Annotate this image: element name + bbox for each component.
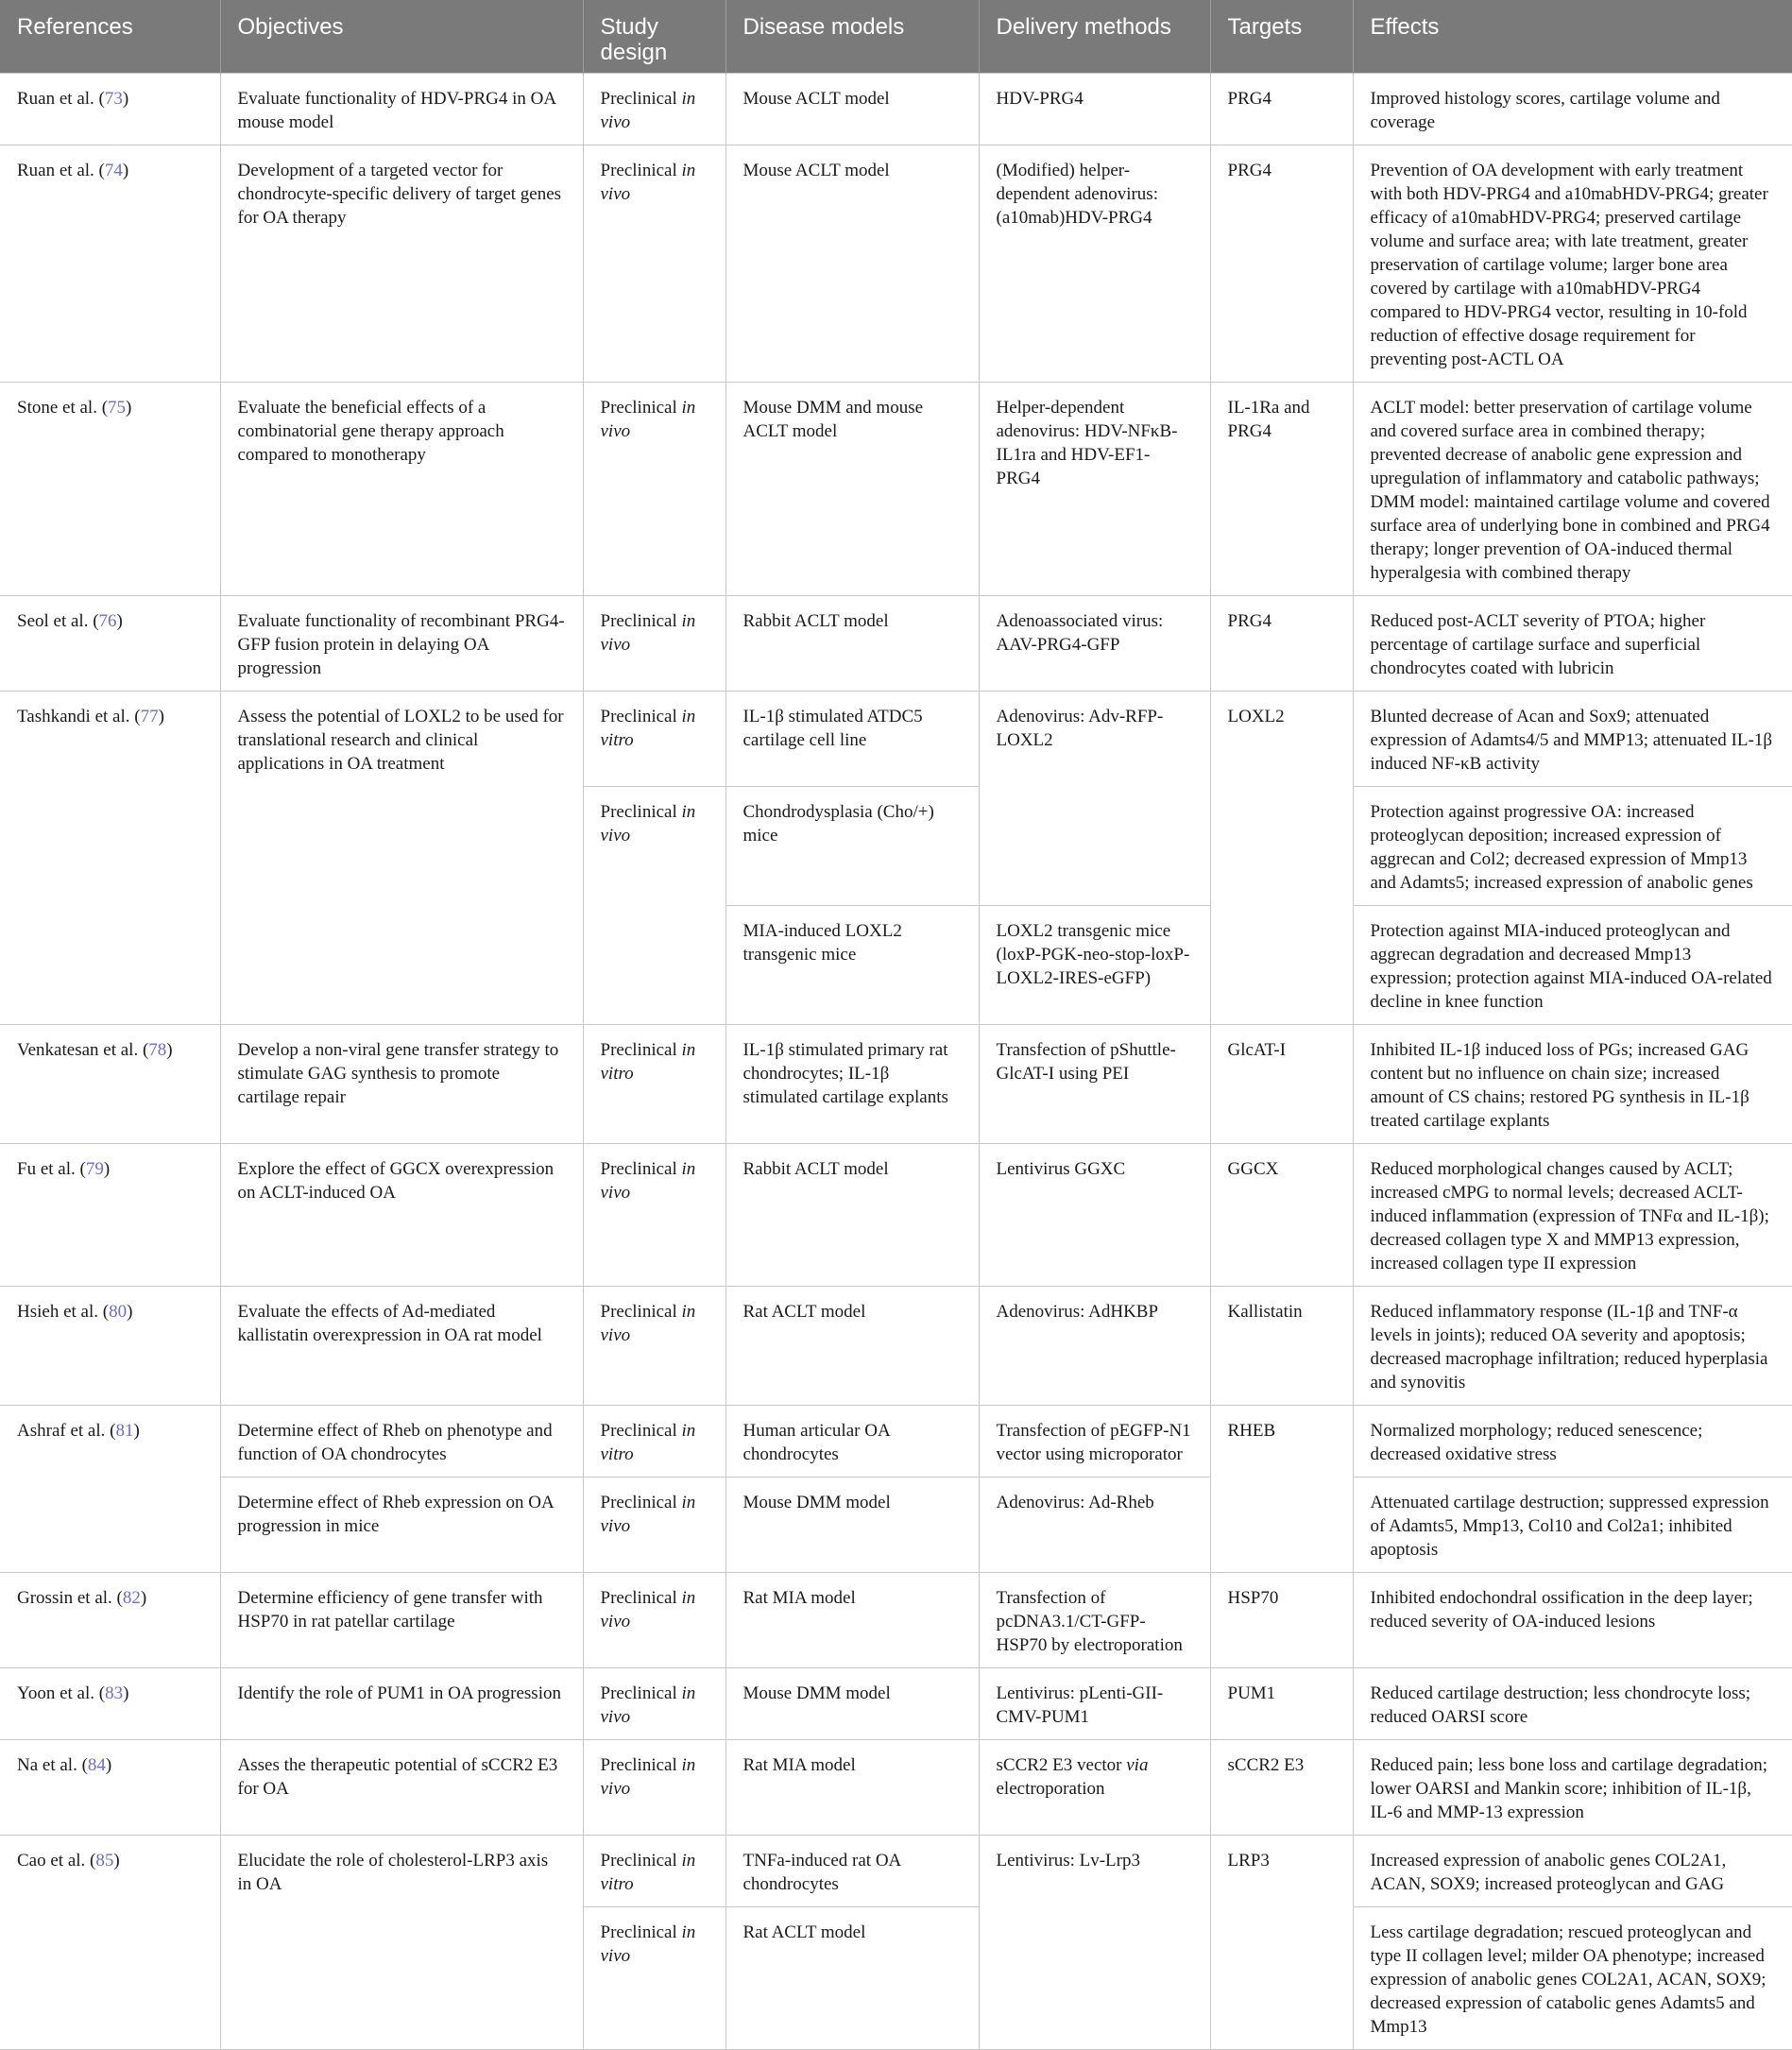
disease-model-cell: TNFa-induced rat OA chondrocytes [725,1836,979,1907]
study-design-cell: Preclinical in vivo [583,1478,725,1573]
disease-model-cell: Rabbit ACLT model [725,596,979,692]
reference-link[interactable]: 84 [87,1755,106,1775]
reference-link[interactable]: 73 [104,89,123,109]
effect-cell: Reduced cartilage destruction; less chondrocyte loss; reduced OARSI score [1353,1668,1792,1740]
header-row [0,0,1792,74]
effect-cell: Reduced post-ACLT severity of PTOA; higher percentage of cartilage surface and superficial chondrocytes coated with lubricin [1353,596,1792,692]
study-design-cell: Preclinical in vitro [583,1406,725,1478]
objective-cell: Evaluate the effects of Ad-mediated kallistatin overexpression in OA rat model [220,1287,583,1406]
target-cell: sCCR2 E3 [1210,1740,1353,1836]
study-design-cell: Preclinical in vivo [583,1740,725,1836]
disease-model-cell: Rat MIA model [725,1740,979,1836]
objective-cell: Evaluate functionality of recombinant PRG4-GFP fusion protein in delaying OA progression [220,596,583,692]
reference-cell: Stone et al. (75) [0,383,220,596]
effect-cell: Increased expression of anabolic genes COL2A1, ACAN, SOX9; increased proteoglycan and GAG [1353,1836,1792,1907]
effect-cell: Reduced morphological changes caused by ACLT; increased cMPG to normal levels; decreased ACLT-induced inflammation (expression of TNFα and IL-1β); decreased collagen type X and MMP13 expression, increased collagen type II expression [1353,1144,1792,1287]
delivery-method-cell: Adenovirus: Ad-Rheb [979,1478,1210,1573]
target-cell: GlcAT-I [1210,1025,1353,1144]
table-row [0,1025,1792,1144]
target-cell: PRG4 [1210,74,1353,145]
effect-cell: ACLT model: better preservation of cartilage volume and covered surface area in combined therapy; prevented decrease of anabolic gene expression and upregulation of inflammatory and catabolic pathways; DMM model: maintained cartilage volume and covered surface area of underlying bone in combined and PRG4 therapy; longer prevention of OA-induced thermal hyperalgesia with combined therapy [1353,383,1792,596]
objective-cell: Develop a non-viral gene transfer strategy to stimulate GAG synthesis to promote cartilage repair [220,1025,583,1144]
disease-model-cell: Chondrodysplasia (Cho/+) mice [725,787,979,906]
disease-model-cell: Rabbit ACLT model [725,1144,979,1287]
effect-cell: Protection against progressive OA: increased proteoglycan deposition; increased expression of aggrecan and Col2; decreased expression of Mmp13 and Adamts5; increased expression of anabolic genes [1353,787,1792,906]
header-objectives: Objectives [220,0,583,74]
reference-link[interactable]: 80 [109,1302,128,1322]
target-cell: Kallistatin [1210,1287,1353,1406]
effect-cell: Inhibited IL-1β induced loss of PGs; increased GAG content but no influence on chain size; increased amount of CS chains; restored PG synthesis in IL-1β treated cartilage explants [1353,1025,1792,1144]
disease-model-cell: Mouse DMM model [725,1668,979,1740]
reference-cell: Tashkandi et al. (77) [0,692,220,1025]
delivery-method-cell: sCCR2 E3 vector via electroporation [979,1740,1210,1836]
reference-link[interactable]: 78 [148,1040,167,1060]
reference-link[interactable]: 81 [115,1421,134,1441]
target-cell: LOXL2 [1210,692,1353,1025]
header-delivery-methods: Delivery methods [979,0,1210,74]
effect-cell: Reduced pain; less bone loss and cartilage degradation; lower OARSI and Mankin score; inhibition of IL-1β, IL-6 and MMP-13 expression [1353,1740,1792,1836]
reference-link[interactable]: 85 [95,1851,114,1871]
reference-link[interactable]: 74 [104,161,123,180]
objective-cell: Determine efficiency of gene transfer with HSP70 in rat patellar cartilage [220,1573,583,1668]
target-cell: PRG4 [1210,145,1353,383]
disease-model-cell: Mouse ACLT model [725,145,979,383]
header-references: References [0,0,220,74]
delivery-method-cell: HDV-PRG4 [979,74,1210,145]
delivery-method-cell: Adenovirus: Adv-RFP-LOXL2 [979,692,1210,906]
effect-cell: Protection against MIA-induced proteoglycan and aggrecan degradation and decreased Mmp13 expression; protection against MIA-induced OA-related decline in knee function [1353,906,1792,1025]
header-targets: Targets [1210,0,1353,74]
study-design-cell: Preclinical in vitro [583,1836,725,1907]
reference-cell: Grossin et al. (82) [0,1573,220,1668]
disease-model-cell: Rat MIA model [725,1573,979,1668]
effect-cell: Reduced inflammatory response (IL-1β and TNF-α levels in joints); reduced OA severity and apoptosis; decreased macrophage infiltration; reduced hyperplasia and synovitis [1353,1287,1792,1406]
delivery-method-cell: (Modified) helper-dependent adenovirus: (a10mab)HDV-PRG4 [979,145,1210,383]
reference-link[interactable]: 82 [122,1588,141,1608]
study-design-cell: Preclinical in vivo [583,1144,725,1287]
target-cell: GGCX [1210,1144,1353,1287]
target-cell: PUM1 [1210,1668,1353,1740]
header-study-design: Study design [583,0,725,74]
study-design-cell: Preclinical in vivo [583,1907,725,2050]
study-design-cell: Preclinical in vivo [583,1287,725,1406]
reference-cell: Yoon et al. (83) [0,1668,220,1740]
reference-link[interactable]: 83 [105,1683,124,1703]
disease-model-cell: Rat ACLT model [725,1287,979,1406]
reference-link[interactable]: 75 [108,398,127,418]
reference-cell: Na et al. (84) [0,1740,220,1836]
table-row [0,596,1792,692]
target-cell: HSP70 [1210,1573,1353,1668]
reference-cell: Seol et al. (76) [0,596,220,692]
reference-cell: Venkatesan et al. (78) [0,1025,220,1144]
table-row [0,1406,1792,1478]
table-row [0,1836,1792,1907]
disease-model-cell: IL-1β stimulated primary rat chondrocytes; IL-1β stimulated cartilage explants [725,1025,979,1144]
objective-cell: Assess the potential of LOXL2 to be used for translational research and clinical applications in OA treatment [220,692,583,1025]
table-row [0,74,1792,145]
objective-cell: Explore the effect of GGCX overexpression on ACLT-induced OA [220,1144,583,1287]
table-row [0,1287,1792,1406]
study-design-cell: Preclinical in vitro [583,1025,725,1144]
effect-cell: Improved histology scores, cartilage volume and coverage [1353,74,1792,145]
effect-cell: Less cartilage degradation; rescued proteoglycan and type II collagen level; milder OA phenotype; increased expression of anabolic genes COL2A1, ACAN, SOX9; decreased expression of catabolic genes Adamts5 and Mmp13 [1353,1907,1792,2050]
objective-cell: Identify the role of PUM1 in OA progression [220,1668,583,1740]
header-disease-models: Disease models [725,0,979,74]
disease-model-cell: Mouse DMM model [725,1478,979,1573]
reference-cell: Ashraf et al. (81) [0,1406,220,1573]
disease-model-cell: Mouse DMM and mouse ACLT model [725,383,979,596]
reference-link[interactable]: 76 [98,611,117,631]
objective-cell: Determine effect of Rheb on phenotype and function of OA chondrocytes [220,1406,583,1478]
objective-cell: Elucidate the role of cholesterol-LRP3 axis in OA [220,1836,583,2050]
study-design-cell: Preclinical in vivo [583,74,725,145]
objective-cell: Evaluate the beneficial effects of a combinatorial gene therapy approach compared to monotherapy [220,383,583,596]
study-design-cell: Preclinical in vivo [583,145,725,383]
target-cell: RHEB [1210,1406,1353,1573]
delivery-method-cell: LOXL2 transgenic mice (loxP-PGK-neo-stop-loxP-LOXL2-IRES-eGFP) [979,906,1210,1025]
objective-cell: Development of a targeted vector for chondrocyte-specific delivery of target genes for OA therapy [220,145,583,383]
reference-cell: Cao et al. (85) [0,1836,220,2050]
delivery-method-cell: Transfection of pEGFP-N1 vector using microporator [979,1406,1210,1478]
reference-cell: Hsieh et al. (80) [0,1287,220,1406]
study-design-cell: Preclinical in vitro [583,692,725,787]
reference-link[interactable]: 77 [140,707,159,726]
table-row [0,1668,1792,1740]
delivery-method-cell: Lentivirus: pLenti-GII-CMV-PUM1 [979,1668,1210,1740]
study-design-cell: Preclinical in vivo [583,1668,725,1740]
table-row [0,1740,1792,1836]
study-design-cell: Preclinical in vivo [583,383,725,596]
effect-cell: Blunted decrease of Acan and Sox9; attenuated expression of Adamts4/5 and MMP13; attenuated IL-1β induced NF-κB activity [1353,692,1792,787]
delivery-method-cell: Lentivirus GGXC [979,1144,1210,1287]
study-design-cell: Preclinical in vivo [583,787,725,1025]
delivery-method-cell: Adenoassociated virus: AAV-PRG4-GFP [979,596,1210,692]
table-row [0,145,1792,383]
target-cell: PRG4 [1210,596,1353,692]
objective-cell: Asses the therapeutic potential of sCCR2 E3 for OA [220,1740,583,1836]
objective-cell: Evaluate functionality of HDV-PRG4 in OA mouse model [220,74,583,145]
disease-model-cell: MIA-induced LOXL2 transgenic mice [725,906,979,1025]
disease-model-cell: IL-1β stimulated ATDC5 cartilage cell line [725,692,979,787]
study-design-cell: Preclinical in vivo [583,1573,725,1668]
effect-cell: Prevention of OA development with early treatment with both HDV-PRG4 and a10mabHDV-PRG4; greater efficacy of a10mabHDV-PRG4; preserved cartilage volume and surface area; with late treatment, greater preservation of cartilage volume; larger bone area covered by cartilage with a10mabHDV-PRG4 compared to HDV-PRG4 vector, resulting in 10-fold reduction of effective dosage requirement for preventing post-ACTL OA [1353,145,1792,383]
objective-cell: Determine effect of Rheb expression on OA progression in mice [220,1478,583,1573]
disease-model-cell: Rat ACLT model [725,1907,979,2050]
effect-cell: Inhibited endochondral ossification in the deep layer; reduced severity of OA-induced lesions [1353,1573,1792,1668]
reference-link[interactable]: 79 [85,1159,104,1179]
delivery-method-cell: Helper-dependent adenovirus: HDV-NFκB-IL1ra and HDV-EF1-PRG4 [979,383,1210,596]
table-row [0,1573,1792,1668]
table-row [0,1144,1792,1287]
delivery-method-cell: Lentivirus: Lv-Lrp3 [979,1836,1210,2050]
reference-cell: Ruan et al. (74) [0,145,220,383]
reference-cell: Ruan et al. (73) [0,74,220,145]
delivery-method-cell: Adenovirus: AdHKBP [979,1287,1210,1406]
target-cell: IL-1Ra and PRG4 [1210,383,1353,596]
target-cell: LRP3 [1210,1836,1353,2050]
disease-model-cell: Mouse ACLT model [725,74,979,145]
table-row [0,692,1792,787]
study-design-cell: Preclinical in vivo [583,596,725,692]
effect-cell: Attenuated cartilage destruction; suppressed expression of Adamts5, Mmp13, Col10 and Col2a1; inhibited apoptosis [1353,1478,1792,1573]
table-row [0,1478,1792,1573]
disease-model-cell: Human articular OA chondrocytes [725,1406,979,1478]
reference-cell: Fu et al. (79) [0,1144,220,1287]
delivery-method-cell: Transfection of pcDNA3.1/CT-GFP-HSP70 by electroporation [979,1573,1210,1668]
effect-cell: Normalized morphology; reduced senescence; decreased oxidative stress [1353,1406,1792,1478]
delivery-method-cell: Transfection of pShuttle-GlcAT-I using PEI [979,1025,1210,1144]
table-row [0,383,1792,596]
header-effects: Effects [1353,0,1792,74]
